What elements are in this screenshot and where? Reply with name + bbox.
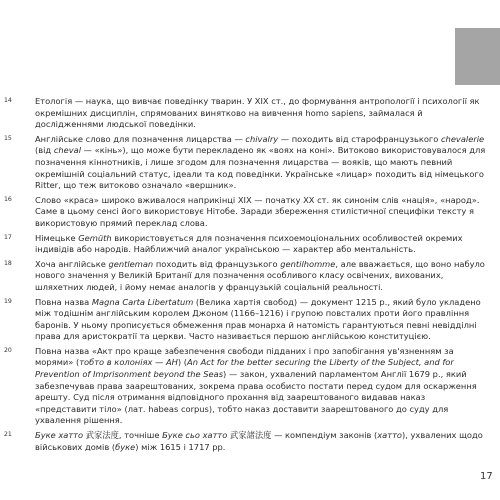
footnote [0, 259, 500, 294]
footnote [0, 430, 500, 453]
footnote [0, 96, 500, 131]
footnote-text [35, 134, 489, 192]
italic-term: Буке сьо хатто [162, 430, 228, 441]
italic-term: Gemüth [78, 232, 112, 243]
footnote-text [35, 297, 489, 343]
footnote-number: 17 [4, 233, 12, 241]
footnote-number: 14 [4, 97, 12, 104]
text-run: ) між 1615 і 1717 рр. [135, 441, 226, 452]
text-run: ) ( [177, 357, 188, 368]
footnote-number: 18 [4, 259, 12, 267]
text-run: , але вважається, що воно набуло нового значення у Великій Британії для позначення особливого класу освічених, вихованих, шляхетних людей, і йому немає аналогів у французькій соціальній реальності. [35, 258, 485, 292]
italic-term: cheval [53, 145, 82, 156]
italic-term: тобто в колоніях — АН [79, 357, 178, 368]
footnote-text [35, 346, 489, 427]
footnote-number: 20 [4, 346, 12, 354]
text-run: (Велика хартія свобод) — документ 1215 р., який було укладено між тодішнім англійським королем Джоном (1166–1216) і групою повсталих проти його правління баронів. У ньому прописується обмеження прав монарха й натомість гарантуються певні невідділні права для аристократії та церкви. Часто називається першою англійською конституцією. [35, 296, 481, 342]
footnote-text [35, 233, 489, 256]
footnote-text [35, 430, 489, 453]
corner-tab [455, 28, 500, 85]
text-run: 武家諸法度 — компендіум законів ( [227, 430, 378, 441]
italic-term: An Act for the better securing the Liberty of the Subject, and for Prevention of Imprisonment beyond the Seas [35, 357, 454, 380]
italic-term: Буке хатто [35, 430, 84, 441]
text-run: ), ухвалених щодо військових домів ( [35, 430, 483, 452]
text-run: 武家法度, точніше [83, 430, 163, 441]
footnote [0, 233, 500, 256]
italic-term: gentleman [108, 258, 154, 269]
footnote [0, 346, 500, 427]
italic-term: gentilhomme [280, 258, 336, 269]
footnote [0, 195, 500, 230]
text-run: Англійське слово для позначення лицарства — [35, 133, 246, 144]
footnote-number: 15 [4, 134, 12, 142]
text-run: Етологія — наука, що вивчає поведінку тварин. У XIX ст., до формування антропології і психології як окремішних дисциплін, спрямованих винятково на вивчення homo sapiens, займалася й дослідженнями людської поведінки. [35, 96, 480, 130]
text-run: Слово «краса» широко вживалося наприкінці XIX — початку XX ст. як синонім слів «нація», «народ». Саме в цьому сенсі його використовує Нітобе. Заради збереження стилістичної специфіки тексту я використовую прямий переклад слова. [35, 194, 480, 228]
footnote-text [35, 259, 489, 294]
italic-term: хатто [377, 430, 403, 441]
page-number: 17 [480, 471, 493, 482]
italic-term: chivalry [245, 133, 279, 144]
italic-term: Magna Carta Libertatum [91, 296, 194, 307]
footnote-number: 21 [4, 431, 12, 439]
text-run: Повна назва [35, 296, 92, 307]
italic-term: chevalerie [441, 133, 485, 144]
text-run: Хоча англійське [35, 258, 109, 269]
footnote [0, 134, 500, 192]
footnote-number: 16 [4, 195, 12, 203]
text-run: — «кінь»), що може бути перекладено як «воях на коні». Витоково використовувалося для позначення кіннотників, і лише згодом для позначення лицарства — вояків, що мають певний окремішній соціальний статус, ідеали та код поведінки. Українське «лицар» походить від німецького Ritter, що теж витоково означало «вершник». [35, 145, 486, 191]
text-run: Німецьке [35, 232, 79, 243]
text-run: (від [35, 145, 54, 156]
text-run: використовується для позначення психоемоціональних особливостей окремих індивідів або народів. Найближчий аналог українською — характер або ментальність. [35, 232, 463, 255]
footnote-text [35, 96, 489, 131]
footnote-text [35, 195, 489, 230]
footnote-number: 19 [4, 297, 12, 305]
text-run: — походить від старофранцузького [278, 133, 441, 144]
text-run: походить від французького [153, 258, 281, 269]
footnote [0, 297, 500, 343]
italic-term: буке [115, 441, 136, 452]
text-run: ) — закон, ухвалений парламентом Англії 1679 р., який забезпечував права заарештованих, зокрема права особисто постати перед судом для оскарження арешту. Суд після отримання відповідного прохання від заарештованого видавав наказ «представити тіло» (лат. habeas corpus), тобто наказ доставити заарештованого до суду для ухвалення рішення. [35, 369, 477, 426]
text-run: Повна назва «Акт про краще забезпечення свободи підданих і про запобігання ув'язненням за морями» ( [35, 345, 454, 368]
footnotes-list [0, 96, 500, 456]
